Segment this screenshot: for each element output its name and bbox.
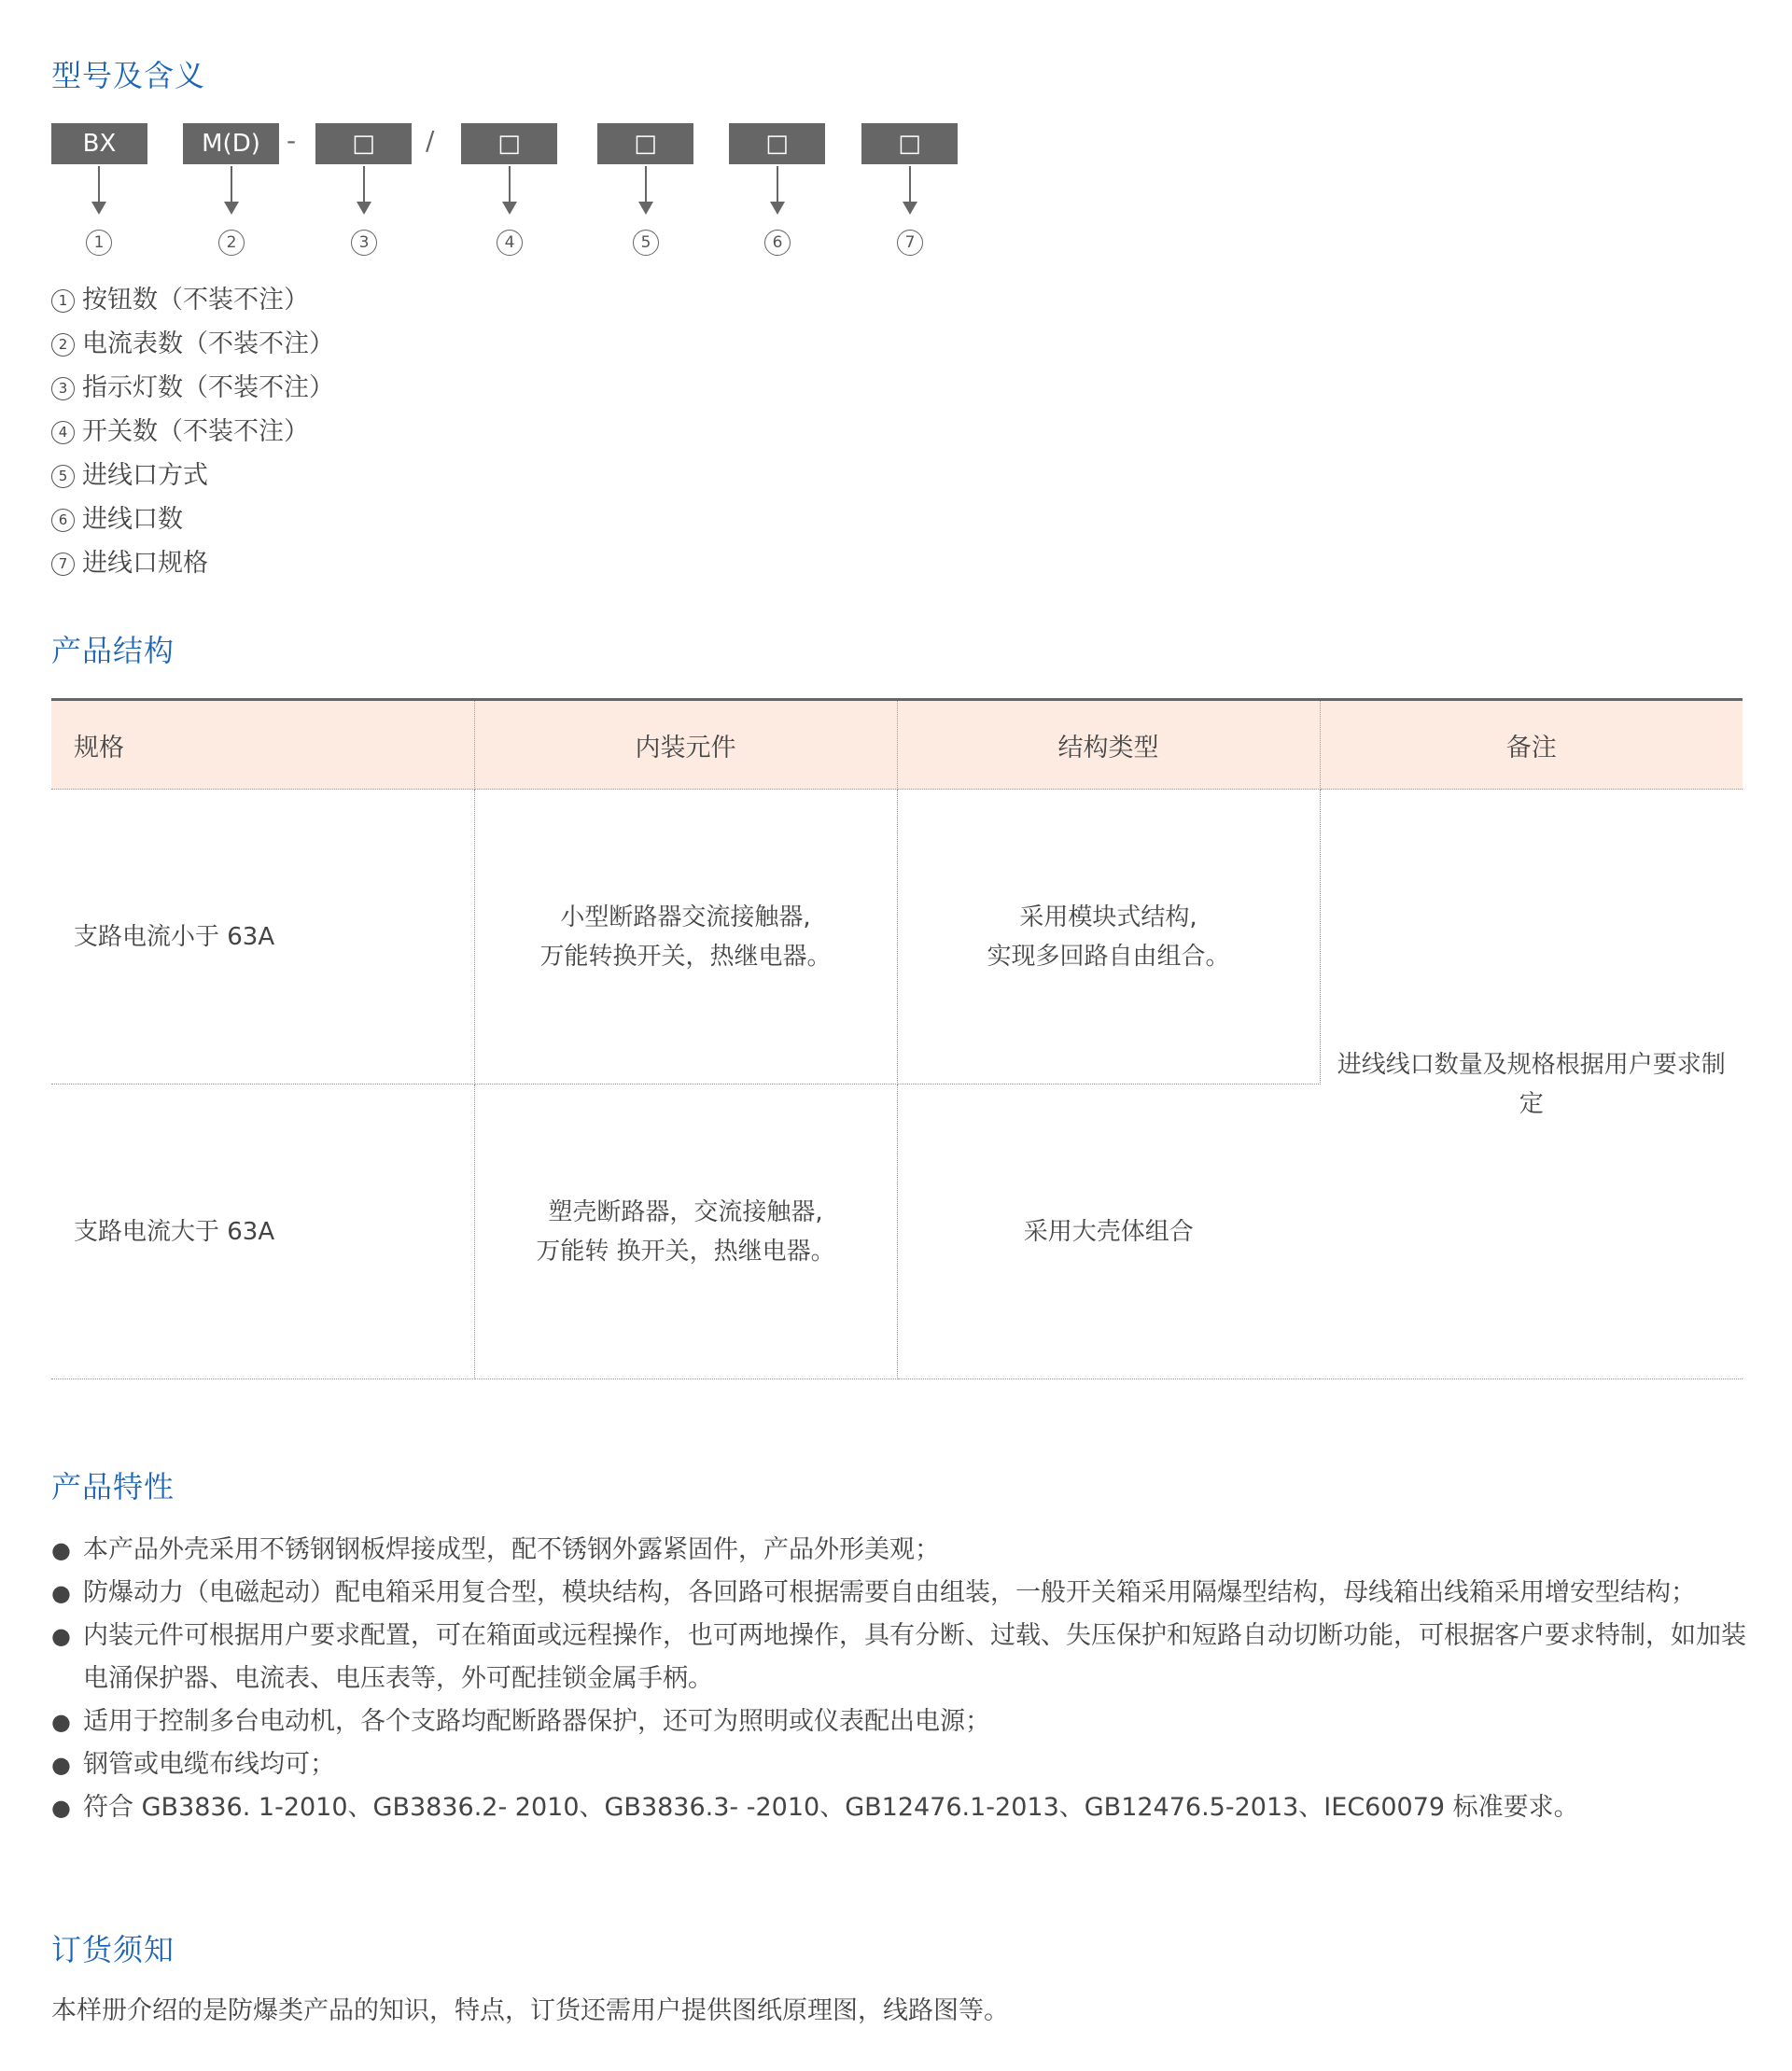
cell-line: 塑壳断路器，交流接触器, <box>548 1197 823 1226</box>
section-title-features: 产品特性 <box>51 1469 175 1504</box>
arrow-down-icon <box>509 166 511 213</box>
model-legend <box>51 278 334 585</box>
header-spec: 规格 <box>51 700 474 790</box>
code-marker-7: 7 <box>897 230 923 256</box>
bullet-icon: ● <box>51 1580 71 1606</box>
code-marker-1: 1 <box>86 230 112 256</box>
code-marker-2: 2 <box>218 230 245 256</box>
arrow-down-icon <box>909 166 911 213</box>
table-row <box>51 790 1743 1084</box>
legend-text: 按钮数（不装不注） <box>82 286 309 315</box>
cell-line: 采用模块式结构, <box>1019 903 1197 931</box>
cell-line: 万能转 换开关，热继电器。 <box>536 1237 835 1266</box>
cell-line: 定 <box>1519 1089 1544 1118</box>
bullet-icon: ● <box>51 1752 71 1778</box>
table-header-row <box>51 700 1743 790</box>
bullet-icon: ● <box>51 1709 71 1735</box>
code-separator-dash: - <box>287 125 297 156</box>
cell-line: 采用大壳体组合 <box>1023 1217 1194 1246</box>
feature-text: 符合 GB3836. 1-2010、GB3836.2- 2010、GB3836.3- -2010、GB12476.1-2013、GB12476.5-2013、IEC60079 标准要求。 <box>83 1793 1579 1822</box>
section-title-order: 订货须知 <box>51 1932 175 1967</box>
feature-item <box>51 1700 1750 1743</box>
legend-item <box>51 322 334 366</box>
code-marker-5: 5 <box>633 230 659 256</box>
section-title-structure: 产品结构 <box>51 633 175 668</box>
code-marker-3: 3 <box>351 230 377 256</box>
arrow-down-icon <box>231 166 232 213</box>
structure-table <box>51 698 1743 1379</box>
section-title-model: 型号及含义 <box>51 58 206 93</box>
legend-text: 进线口数 <box>82 505 183 534</box>
legend-item <box>51 497 334 541</box>
cell-components <box>474 1084 897 1379</box>
cell-components <box>474 790 897 1084</box>
legend-number: 6 <box>51 509 75 532</box>
cell-line: 小型断路器交流接触器, <box>560 903 811 931</box>
order-text: 本样册介绍的是防爆类产品的知识，特点，订货还需用户提供图纸原理图，线路图等。 <box>51 1996 1009 2025</box>
code-box-5: □ <box>597 123 693 164</box>
cell-spec: 支路电流大于 63A <box>51 1084 474 1379</box>
legend-item <box>51 278 334 322</box>
legend-text: 进线口方式 <box>82 461 208 490</box>
code-box-type: M(D) <box>183 123 279 164</box>
feature-item <box>51 1572 1750 1615</box>
feature-item <box>51 1615 1750 1700</box>
bullet-icon: ● <box>51 1537 71 1563</box>
legend-number: 5 <box>51 465 75 488</box>
cell-structure-type <box>897 1084 1320 1379</box>
code-marker-6: 6 <box>764 230 791 256</box>
feature-text: 内装元件可根据用户要求配置，可在箱面或远程操作，也可两地操作，具有分断、过载、失压保护和短路自动切断功能，可根据客户要求特制，如加装电涌保护器、电流表、电压表等，外可配挂锁金属手柄。 <box>83 1621 1746 1693</box>
cell-line: 进线线口数量及规格根据用户要求制 <box>1337 1050 1726 1079</box>
legend-number: 4 <box>51 421 75 444</box>
header-note: 备注 <box>1320 700 1743 790</box>
feature-text: 本产品外壳采用不锈钢钢板焊接成型，配不锈钢外露紧固件，产品外形美观； <box>83 1535 940 1564</box>
cell-line: 万能转换开关，热继电器。 <box>539 942 832 971</box>
legend-number: 7 <box>51 553 75 576</box>
legend-item <box>51 454 334 497</box>
feature-item <box>51 1786 1750 1829</box>
legend-text: 电流表数（不装不注） <box>82 329 334 358</box>
legend-item <box>51 541 334 585</box>
header-structure-type: 结构类型 <box>897 700 1320 790</box>
legend-text: 进线口规格 <box>82 549 208 578</box>
code-box-3: □ <box>315 123 412 164</box>
code-box-6: □ <box>729 123 825 164</box>
arrow-down-icon <box>363 166 365 213</box>
code-separator-slash: / <box>426 125 435 156</box>
legend-item <box>51 410 334 454</box>
legend-text: 开关数（不装不注） <box>82 417 309 446</box>
bullet-icon: ● <box>51 1795 71 1821</box>
legend-number: 1 <box>51 289 75 313</box>
header-components: 内装元件 <box>474 700 897 790</box>
code-box-7: □ <box>861 123 958 164</box>
feature-text: 防爆动力（电磁起动）配电箱采用复合型，模块结构，各回路可根据需要自由组装，一般开关箱采用隔爆型结构，母线箱出线箱采用增安型结构； <box>83 1578 1696 1607</box>
feature-text: 钢管或电缆布线均可； <box>83 1750 335 1779</box>
feature-text: 适用于控制多台电动机，各个支路均配断路器保护，还可为照明或仪表配出电源； <box>83 1707 990 1736</box>
arrow-down-icon <box>777 166 778 213</box>
cell-line: 实现多回路自由组合。 <box>987 942 1230 971</box>
legend-text: 指示灯数（不装不注） <box>82 373 334 402</box>
code-box-4: □ <box>461 123 557 164</box>
feature-item <box>51 1743 1750 1786</box>
code-marker-4: 4 <box>497 230 523 256</box>
feature-item <box>51 1529 1750 1572</box>
cell-note <box>1320 790 1743 1379</box>
legend-number: 3 <box>51 377 75 400</box>
cell-structure-type <box>897 790 1320 1084</box>
legend-item <box>51 366 334 410</box>
arrow-down-icon <box>645 166 647 213</box>
bullet-icon: ● <box>51 1623 71 1649</box>
code-box-series: BX <box>51 123 147 164</box>
legend-number: 2 <box>51 333 75 357</box>
arrow-down-icon <box>98 166 100 213</box>
features-list <box>51 1529 1750 1829</box>
cell-spec: 支路电流小于 63A <box>51 790 474 1084</box>
